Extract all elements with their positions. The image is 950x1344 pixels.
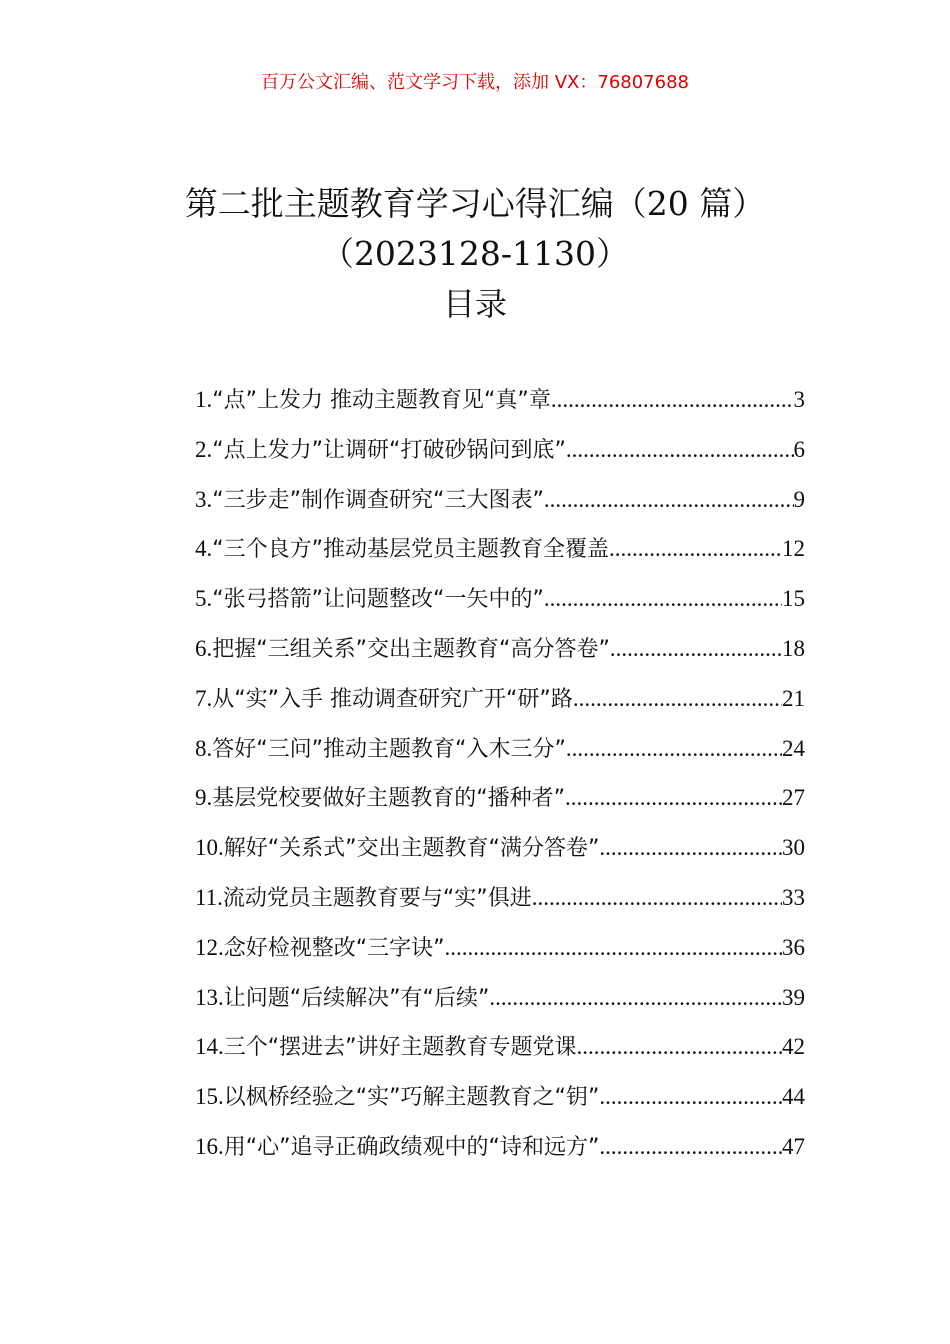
toc-entry[interactable]: [195, 981, 805, 1031]
toc-entry[interactable]: [195, 1080, 805, 1130]
toc-entry-page: 33: [782, 884, 805, 910]
toc-entry-page: 44: [782, 1084, 805, 1110]
toc-entry-title: 把握“三组关系”交出主题教育“高分答卷”: [212, 636, 610, 662]
toc-entry-number: 7.: [195, 685, 213, 711]
toc-entry-number: 6.: [195, 635, 213, 661]
toc-leader-dots: [609, 536, 782, 562]
document-subtitle-date: （2023128-1130）: [320, 234, 630, 273]
toc-entry-page: 42: [782, 1034, 805, 1060]
toc-entry-title: “三个良方”推动基层党员主题教育全覆盖: [212, 537, 610, 563]
toc-leader-dots: [532, 885, 782, 911]
toc-entry-title: “点上发力”让调研“打破砂锅问到底”: [212, 437, 566, 463]
toc-entry-title: “点”上发力 推动主题教育见“真”章: [212, 388, 551, 413]
toc-entry-title: 念好检视整改“三字诀”: [223, 935, 445, 961]
toc-entry-page: 30: [782, 835, 805, 861]
toc-entry-page: 27: [782, 785, 805, 811]
toc-entry[interactable]: [195, 1030, 805, 1080]
toc-entry-number: 2.: [195, 436, 213, 462]
toc-leader-dots: [551, 387, 794, 413]
toc-entry-title: 基层党校要做好主题教育的“播种者”: [212, 786, 566, 812]
toc-entry-page: 47: [782, 1133, 805, 1159]
toc-entry-page: 12: [782, 536, 805, 562]
toc-entry-page: 6: [793, 436, 805, 462]
toc-entry[interactable]: [195, 732, 805, 782]
toc-entry-page: 24: [782, 735, 805, 761]
toc-entry-page: 21: [782, 685, 805, 711]
toc-entry-number: 8.: [195, 735, 213, 761]
toc-entry-number: 16.: [195, 1133, 224, 1159]
toc-entry[interactable]: [195, 781, 805, 831]
toc-entry-number: 13.: [195, 984, 224, 1010]
toc-entry[interactable]: [195, 682, 805, 732]
toc-leader-dots: [577, 1034, 782, 1060]
toc-heading: 目录: [442, 285, 507, 323]
toc-entry-title: 用“心”追寻正确政绩观中的“诗和远方”: [223, 1134, 600, 1160]
toc-entry[interactable]: [195, 483, 805, 533]
toc-leader-dots: [599, 1084, 782, 1110]
toc-entry-title: 解好“关系式”交出主题教育“满分答卷”: [223, 836, 600, 862]
toc-entry[interactable]: [195, 582, 805, 632]
toc-leader-dots: [445, 935, 782, 961]
toc-entry-page: 18: [782, 635, 805, 661]
toc-entry-title: 流动党员主题教育要与“实”俱进: [222, 885, 532, 911]
toc-entry[interactable]: [195, 433, 805, 483]
toc-leader-dots: [599, 835, 782, 861]
document-title: 第二批主题教育学习心得汇编（20 篇）: [184, 184, 766, 223]
toc-leader-dots: [544, 586, 782, 612]
toc-entry-number: 5.: [195, 586, 213, 612]
toc-leader-dots: [610, 636, 782, 662]
toc-entry-page: 39: [782, 984, 805, 1010]
toc-entry[interactable]: [195, 383, 805, 433]
toc-entry-title: 三个“摆进去”讲好主题教育专题党课: [223, 1035, 577, 1061]
toc-entry-number: 14.: [195, 1034, 224, 1060]
toc-entry[interactable]: [195, 532, 805, 582]
toc-entry[interactable]: [195, 831, 805, 881]
toc-entry[interactable]: [195, 632, 805, 682]
toc-leader-dots: [544, 487, 794, 513]
toc-entry-number: 9.: [195, 785, 213, 811]
toc-entry-page: 36: [782, 934, 805, 960]
toc-entry[interactable]: [195, 931, 805, 981]
toc-entry-page: 15: [782, 586, 805, 612]
toc-entry-title: 答好“三问”推动主题教育“入木三分”: [212, 736, 566, 762]
toc-leader-dots: [573, 686, 782, 712]
toc-entry-number: 10.: [195, 835, 224, 861]
toc-entry[interactable]: [195, 881, 805, 931]
toc-entry-number: 1.: [195, 387, 213, 412]
toc-leader-dots: [566, 437, 794, 463]
toc-entry-title: 让问题“后续解决”有“后续”: [223, 985, 490, 1011]
toc-entry-page: 9: [793, 486, 805, 512]
toc-leader-dots: [599, 1134, 782, 1160]
toc-entry-title: “张弓搭箭”让问题整改“一矢中的”: [212, 587, 544, 613]
toc-entry-number: 12.: [195, 934, 224, 960]
toc-entry-page: 3: [793, 387, 805, 412]
toc-entry-number: 3.: [195, 486, 213, 512]
header-note: 百万公文汇编、范文学习下载，添加 VX：76807688: [261, 72, 689, 93]
toc-entry-title: “三步走”制作调查研究“三大图表”: [212, 487, 544, 513]
toc-entry-title: 以枫桥经验之“实”巧解主题教育之“钥”: [223, 1085, 600, 1111]
toc-leader-dots: [565, 785, 782, 811]
toc-entry-number: 4.: [195, 536, 213, 562]
toc-entry[interactable]: [195, 1130, 805, 1180]
toc-entry-number: 15.: [195, 1084, 224, 1110]
toc-leader-dots: [489, 985, 782, 1011]
toc-entry-number: 11.: [195, 884, 223, 910]
table-of-contents: [195, 383, 805, 1180]
toc-entry-title: 从“实”入手 推动调查研究广开“研”路: [212, 686, 573, 712]
toc-leader-dots: [566, 736, 782, 762]
